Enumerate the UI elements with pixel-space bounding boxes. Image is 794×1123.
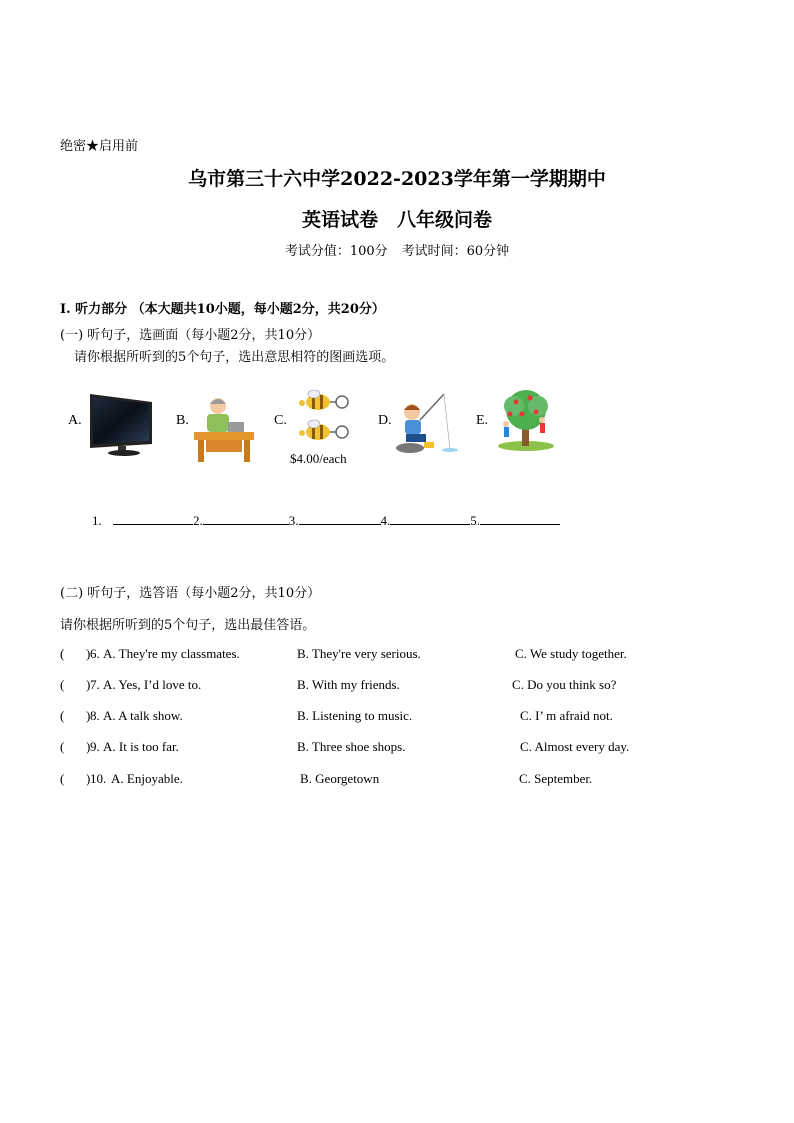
option-a: A. They're my classmates. <box>103 646 240 661</box>
option-a: A. A talk show. <box>103 708 183 723</box>
section2-title: (二) 听句子，选答语（每小题2分，共10分） <box>60 586 321 601</box>
confidential-label: 绝密★启用前 <box>60 139 139 154</box>
answer-blank[interactable] <box>390 512 470 525</box>
section2-instruction: 请你根据所听到的5个句子，选出最佳答语。 <box>60 618 316 633</box>
picture-d-label: D. <box>378 413 392 428</box>
question-number: 9. <box>90 739 100 754</box>
blank-number: 4. <box>380 513 391 528</box>
option-c: C. Do you think so? <box>512 677 617 692</box>
exam-meta <box>0 240 794 259</box>
computer-monitor-icon <box>86 392 156 460</box>
picture-b-label: B. <box>176 413 189 428</box>
answer-paren-close: ) <box>86 708 91 723</box>
picture-e-label: E. <box>476 413 489 428</box>
blank-number: 5. <box>470 513 480 528</box>
section1-instruction: 请你根据所听到的5个句子，选出意思相符的图画选项。 <box>74 350 395 365</box>
option-c: C. September. <box>519 771 593 786</box>
blank-number: 3. <box>288 513 299 528</box>
option-b: B. Georgetown <box>300 771 380 786</box>
blank-number: 2. <box>193 513 203 528</box>
blank-number: 1. <box>92 513 102 528</box>
section1-title: (一) 听句子，选画面（每小题2分，共10分） <box>60 328 321 343</box>
question-number: 8. <box>90 708 100 723</box>
answer-paren-open: ( <box>60 739 65 754</box>
option-b: B. Three shoe shops. <box>297 739 406 754</box>
score-info: 考试分值：100分 <box>284 244 388 259</box>
option-a: A. Yes, I’d love to. <box>103 677 202 692</box>
picture-c-label: C. <box>274 413 287 428</box>
toy-bee-icon <box>296 388 356 452</box>
answer-blank[interactable] <box>480 512 560 525</box>
picture-a-label: A. <box>68 413 82 428</box>
option-b: B. They're very serious. <box>297 646 421 661</box>
answer-paren-close: ) <box>86 739 91 754</box>
option-a: A. It is too far. <box>103 739 179 754</box>
answer-blanks <box>92 512 560 529</box>
answer-paren-close: ) <box>86 646 91 661</box>
option-c: C. We study together. <box>515 646 627 661</box>
option-c: C. Almost every day. <box>520 739 630 754</box>
option-b: B. With my friends. <box>297 677 400 692</box>
exam-subtitle: 英语试卷 八年级问卷 <box>301 209 492 231</box>
time-info: 考试时间：60分钟 <box>401 244 510 259</box>
price-caption: $4.00/each <box>290 451 347 466</box>
answer-blank[interactable] <box>113 512 193 525</box>
question-number: 6. <box>90 646 100 661</box>
option-c: C. I’ m afraid not. <box>520 708 613 723</box>
part1-heading: Ⅰ. 听力部分 （本大题共10小题，每小题2分，共20分） <box>60 302 385 317</box>
boy-fishing-icon <box>396 390 460 460</box>
answer-paren-open: ( <box>60 677 65 692</box>
option-a: A. Enjoyable. <box>111 771 183 786</box>
answer-paren-close: ) <box>86 771 91 786</box>
option-b: B. Listening to music. <box>297 708 413 723</box>
question-number: 7. <box>90 677 100 692</box>
answer-blank[interactable] <box>299 512 381 525</box>
answer-blank[interactable] <box>203 512 289 525</box>
apple-tree-icon <box>496 388 556 456</box>
answer-paren-open: ( <box>60 708 65 723</box>
answer-paren-open: ( <box>60 771 65 786</box>
question-number: 10. <box>90 771 107 786</box>
exam-title: 乌市第三十六中学2022-2023学年第一学期期中 <box>188 168 606 190</box>
answer-paren-close: ) <box>86 677 91 692</box>
answer-paren-open: ( <box>60 646 65 661</box>
teacher-at-desk-icon <box>192 394 256 468</box>
